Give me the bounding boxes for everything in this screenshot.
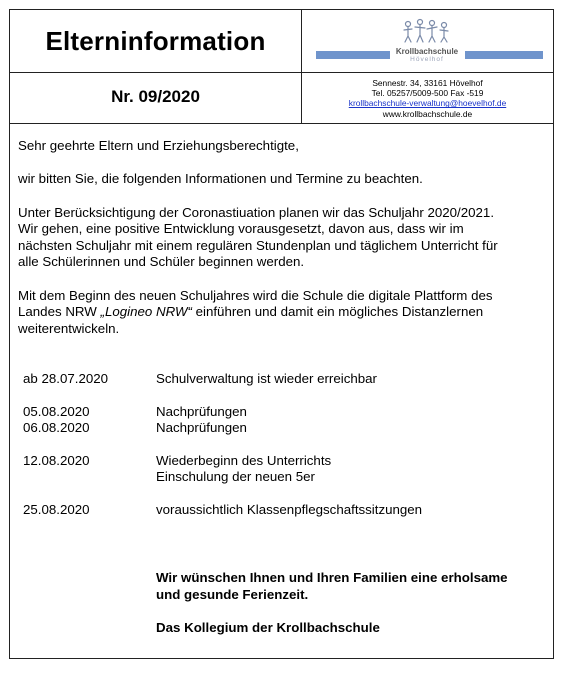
document-frame — [9, 9, 554, 659]
contact-website: www.krollbachschule.de — [382, 108, 473, 119]
text-span: Landes NRW — [18, 304, 101, 320]
paragraph-line: alle Schülerinnen und Schüler beginnen werden. — [18, 254, 305, 270]
salutation: Sehr geehrte Eltern und Erziehungsberechtigte, — [18, 138, 299, 153]
issue-number: Nr. 09/2020 — [111, 87, 200, 106]
contact-email-link[interactable]: krollbachschule-verwaltung@hoevelhof.de — [348, 98, 507, 109]
children-figures-icon — [392, 18, 462, 48]
issue-cell — [10, 73, 302, 124]
title-cell — [10, 10, 302, 73]
closing-line: und gesunde Ferienzeit. — [156, 587, 309, 602]
schedule-date: ab 28.07.2020 — [23, 371, 109, 386]
accent-bar-left — [316, 51, 390, 59]
schedule-event: Wiederbeginn des Unterrichts — [156, 453, 332, 468]
page-title: Elterninformation — [45, 26, 266, 56]
paragraph-line: nächsten Schuljahr mit einem regulären Stundenplan und täglichem Unterricht für — [18, 237, 498, 253]
paragraph-line: Wir gehen, eine positive Entwicklung vorausgesetzt, davon aus, dass wir im — [18, 221, 464, 237]
accent-bar-right — [465, 51, 543, 59]
intro-text: wir bitten Sie, die folgenden Informationen und Termine zu beachten. — [18, 171, 423, 186]
paragraph-coronasituation — [18, 205, 545, 271]
logo-school-name: Krollbachschule — [395, 47, 459, 56]
paragraph-logineo — [18, 288, 545, 337]
closing-line: Wir wünschen Ihnen und Ihren Familien eine erholsame — [156, 570, 508, 585]
contact-phone: Tel. 05257/5009-500 Fax -519 — [371, 88, 484, 99]
school-logo — [392, 18, 462, 64]
signature: Das Kollegium der Krollbachschule — [156, 620, 380, 635]
contact-cell — [302, 73, 553, 124]
contact-address: Sennestr. 34, 33161 Hövelhof — [372, 78, 483, 88]
schedule-date: 12.08.2020 — [23, 453, 90, 468]
platform-name: „Logineo NRW“ — [100, 304, 192, 320]
schedule-event: voraussichtlich Klassenpflegschaftssitzungen — [156, 502, 423, 517]
schedule-event: Nachprüfungen — [156, 404, 247, 419]
closing-wish — [156, 569, 545, 603]
schedule-date: 06.08.2020 — [23, 420, 90, 435]
schedule-event: Schulverwaltung ist wieder erreichbar — [156, 371, 377, 386]
paragraph-line: weiterentwickeln. — [18, 320, 120, 336]
schedule-date: 05.08.2020 — [23, 404, 90, 419]
paragraph-line: Unter Berücksichtigung der Coronastiuation planen wir das Schuljahr 2020/2021. — [18, 205, 495, 220]
logo-cell — [302, 10, 553, 73]
paragraph-line: Mit dem Beginn des neuen Schuljahres wird die Schule die digitale Plattform des — [18, 288, 493, 303]
logo-place-name: Hövelhof — [410, 56, 444, 63]
schedule-event: Nachprüfungen — [156, 420, 247, 435]
paragraph-line — [18, 304, 545, 320]
text-span: einführen und damit ein mögliches Distanzlernen — [191, 304, 484, 320]
schedule-event: Einschulung der neuen 5er — [156, 469, 315, 484]
schedule-date: 25.08.2020 — [23, 502, 90, 517]
